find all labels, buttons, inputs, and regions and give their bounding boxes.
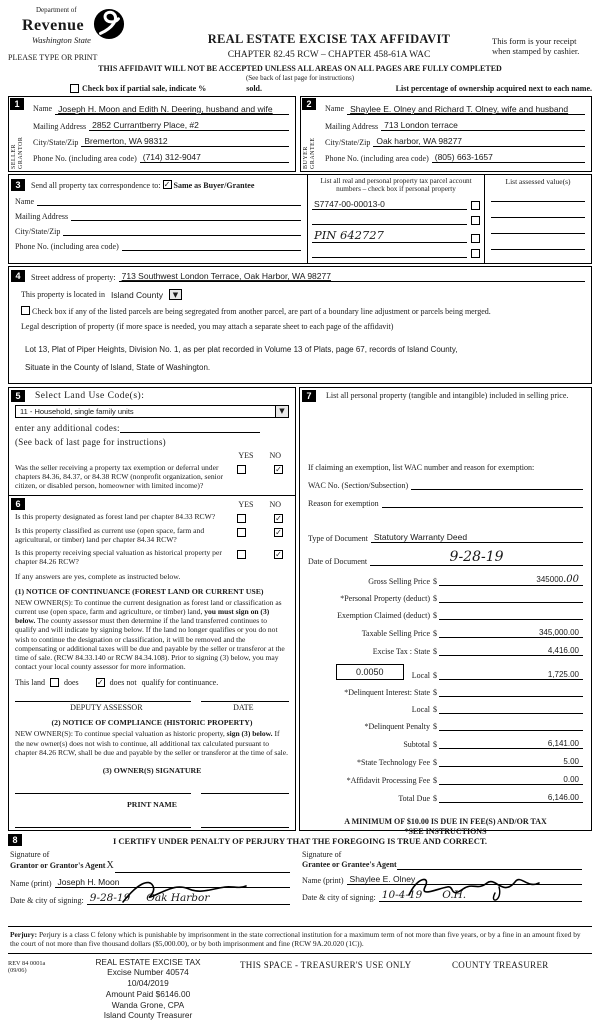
parcel-number-field-3[interactable]: PIN 642727 — [312, 228, 467, 243]
section1-badge: 1 — [10, 98, 24, 110]
dollar-sign: $ — [430, 611, 439, 620]
header — [8, 6, 592, 62]
additional-codes-field[interactable] — [120, 424, 260, 433]
grantee-name-print-field[interactable]: Shaylee E. Olney — [347, 874, 582, 885]
stamp-line-4: Amount Paid $6146.00 — [64, 989, 232, 1000]
grantee-date-handwritten: 10-4-19 — [382, 889, 423, 901]
owner-signature-line-1[interactable] — [15, 793, 191, 794]
same-as-buyer-label: Same as Buyer/Grantee — [174, 181, 255, 190]
seller-city-field[interactable]: Bremerton, WA 98312 — [81, 136, 289, 147]
delinquent-penalty-field[interactable] — [439, 722, 583, 731]
dept-of-revenue-logo — [8, 6, 166, 45]
notice1-text-b: you must sign on (3) below. — [15, 607, 269, 625]
certify-statement: I CERTIFY UNDER PENALTY OF PERJURY THAT THE FOREGOING IS TRUE AND CORRECT. — [8, 836, 592, 846]
partial-sale-label: Check box if partial sale, indicate % — [79, 84, 206, 93]
buyer-side-label-1: BUYER — [303, 113, 310, 169]
seller-side-label-1: SELLER — [11, 113, 18, 169]
grantee-date-city-label: Date & city of signing: — [302, 893, 379, 902]
seller-grantor-box — [8, 96, 296, 172]
yes-header: YES — [238, 451, 253, 460]
logo-name: Revenue — [22, 14, 78, 35]
grantee-sig-label-2: Grantee or Grantee's Agent — [302, 860, 397, 869]
section3-correspondence — [8, 174, 592, 264]
buyer-name-label: Name — [325, 104, 347, 113]
stamp-line-2: Excise Number 40574 — [64, 967, 232, 978]
corr-address-label: Mailing Address — [15, 212, 71, 221]
footer — [8, 954, 592, 1021]
parcel-number-field-1[interactable]: S7747-00-00013-0 — [312, 199, 467, 210]
parcel-number-field-4[interactable] — [312, 248, 467, 258]
excise-tax-local-field[interactable]: 1,725.00 — [439, 670, 583, 680]
no-header: NO — [269, 451, 281, 460]
assessed-value-field-2[interactable] — [491, 208, 585, 218]
corr-phone-field[interactable] — [122, 242, 301, 251]
historic-no-checkbox[interactable]: ✓ — [274, 550, 283, 559]
section4-badge: 4 — [11, 270, 25, 282]
excise-tax-state-label: Excise Tax : State — [308, 647, 430, 656]
grantor-name-print-label: Name (print) — [10, 879, 55, 888]
state-technology-fee-field[interactable]: 5.00 — [439, 757, 583, 767]
seller-address-label: Mailing Address — [33, 122, 89, 131]
forest-land-question: Is this property designated as forest land per chapter 84.33 RCW? — [15, 512, 237, 523]
dollar-sign: $ — [430, 740, 439, 749]
delinquent-interest-state-label: *Delinquent Interest: State — [308, 688, 430, 697]
please-type-or-print: PLEASE TYPE OR PRINT — [8, 53, 166, 62]
taxable-selling-price-label: Taxable Selling Price — [308, 629, 430, 638]
parcel-number-field-2[interactable] — [312, 215, 467, 225]
send-correspondence-label: Send all property tax correspondence to: — [27, 181, 161, 190]
delinquent-interest-local-label: Local — [308, 705, 430, 714]
header-center — [166, 6, 492, 62]
corr-city-label: City/State/Zip — [15, 227, 63, 236]
grantor-date-handwritten: 9-28-19 — [90, 892, 131, 904]
exemption-claimed-label: Exemption Claimed (deduct) — [308, 611, 430, 620]
print-name-title: PRINT NAME — [15, 800, 289, 809]
legal-description-label: Legal description of property (if more space is needed, you may attach a separate sheet to each page of the affidavit) — [21, 322, 585, 331]
dollar-sign: $ — [430, 688, 439, 697]
same-as-buyer-checkbox[interactable]: ✓ — [163, 180, 172, 189]
seller-address-field[interactable]: 2852 Currantberry Place, #2 — [89, 120, 289, 131]
grantee-signature-line[interactable] — [397, 869, 582, 870]
county-dropdown[interactable]: ▼ — [169, 289, 182, 300]
subtotal-field[interactable]: 6,141.00 — [439, 739, 583, 749]
buyer-side-label — [303, 113, 317, 169]
if-any-yes-note: If any answers are yes, complete as instructed below. — [15, 572, 289, 581]
section5-land-use — [8, 387, 296, 496]
parcel-personal-checkbox-1[interactable] — [471, 201, 480, 210]
seller-phone-label: Phone No. (including area code) — [33, 154, 140, 163]
see-instructions-note: *SEE INSTRUCTIONS — [308, 827, 583, 836]
type-of-document-label: Type of Document — [308, 534, 371, 543]
gross-cents-handwritten: .00 — [563, 574, 579, 585]
delinquent-interest-local-field[interactable] — [439, 705, 583, 714]
date-label: DATE — [198, 703, 289, 712]
sold-label: sold. — [246, 84, 262, 93]
logo-state: Washington State — [22, 35, 91, 45]
seller-phone-field[interactable]: (714) 312-9047 — [140, 152, 289, 163]
legal-line-1: Lot 13, Plat of Piper Heights, Division No. 1, as per plat recorded in Volume 13 of Plats, page 67, records of Island County, — [25, 345, 585, 354]
dollar-sign: $ — [430, 629, 439, 638]
parcel-numbers-header: List all real and personal property tax parcel account numbers – check box if personal property — [312, 177, 480, 194]
section6-badge: 6 — [11, 498, 25, 510]
section5-see-back: (See back of last page for instructions) — [15, 437, 289, 447]
grantee-city-handwritten: O.H. — [442, 889, 466, 901]
subtotal-label: Subtotal — [308, 740, 430, 749]
excise-tax-state-field[interactable]: 4,416.00 — [439, 646, 583, 656]
located-in-label: This property is located in — [21, 290, 105, 299]
delinquent-penalty-label: *Delinquent Penalty — [308, 722, 430, 731]
date-of-document-label: Date of Document — [308, 557, 370, 566]
section2-badge: 2 — [302, 98, 316, 110]
buyer-phone-label: Phone No. (including area code) — [325, 154, 432, 163]
legal-description-text — [25, 345, 585, 372]
seller-name-label: Name — [33, 104, 55, 113]
dollar-sign: $ — [430, 577, 439, 586]
does-not-label: does not — [110, 678, 137, 687]
county-treasurer-label: COUNTY TREASURER — [452, 957, 592, 1021]
affidavit-processing-fee-label: *Affidavit Processing Fee — [308, 776, 430, 785]
land-use-dropdown[interactable] — [15, 405, 289, 418]
owners-signature-title: (3) OWNER(S) SIGNATURE — [15, 766, 289, 775]
perjury-lead: Perjury: — [10, 930, 37, 939]
affidavit-processing-fee-field[interactable]: 0.00 — [439, 775, 583, 785]
logo-text — [22, 6, 91, 45]
type-of-document-field[interactable]: Statutory Warranty Deed — [371, 532, 583, 543]
notice1-paragraph — [15, 598, 289, 672]
notice1-title: (1) NOTICE OF CONTINUANCE (FOREST LAND OR CURRENT USE) — [15, 587, 289, 596]
print-name-line-2[interactable] — [201, 827, 289, 828]
section8-certification — [8, 834, 592, 922]
stamp-line-6: Island County Treasurer — [64, 1010, 232, 1021]
dollar-sign: $ — [430, 705, 439, 714]
forest-yes-checkbox[interactable] — [237, 514, 246, 523]
local-label: Local — [412, 671, 430, 680]
deputy-assessor-label: DEPUTY ASSESSOR — [15, 703, 198, 712]
grantor-date-city-label: Date & city of signing: — [10, 896, 87, 905]
dollar-sign: $ — [430, 647, 439, 656]
buyer-name-field[interactable]: Shaylee E. Olney and Richard T. Olney, wife and husband — [347, 104, 585, 115]
personal-property-deduct-label: *Personal Property (deduct) — [308, 594, 430, 603]
state-technology-fee-label: *State Technology Fee — [308, 758, 430, 767]
yes-header-6: YES — [238, 500, 253, 509]
assessed-values-header: List assessed value(s) — [491, 177, 585, 186]
revenue-swirl-icon — [93, 8, 125, 42]
grantee-signature-block — [300, 850, 592, 905]
seller-city-label: City/State/Zip — [33, 138, 81, 147]
deputy-assessor-signature-line[interactable] — [15, 701, 191, 702]
buyer-address-field[interactable]: 713 London terrace — [381, 120, 585, 131]
wac-no-field[interactable] — [411, 481, 583, 490]
gross-selling-price-label: Gross Selling Price — [308, 577, 430, 586]
section7-sale-details — [299, 387, 592, 831]
grantor-city-handwritten: Oak Harbor — [146, 892, 209, 904]
perjury-notice — [8, 926, 592, 954]
grantor-signature-line[interactable] — [115, 872, 290, 873]
mid-columns — [8, 387, 592, 831]
buyer-city-field[interactable]: Oak harbor, WA 98277 — [373, 136, 585, 147]
exemption-claimed-field[interactable] — [439, 611, 583, 620]
notice1-text-c: The county assessor must then determine if the land transferred continues to qualify and will indicate by signing below. If the land no longer qualifies or you do not wish to continue the designation or classification, it will be removed and the compensating or additional taxes will be due and payable by the seller or transferor at the time of sale. (RCW 84.33.140 or RCW 84.34.108). Prior to signing (3) below, you may contact your local county assessor for more information. — [15, 616, 285, 671]
exemption-note: If claiming an exemption, list WAC number and reason for exemption: — [308, 463, 583, 472]
assessed-value-field-4[interactable] — [491, 240, 585, 250]
dropdown-arrow-icon[interactable]: ▼ — [275, 406, 288, 417]
see-back-note: (See back of last page for instructions) — [8, 74, 592, 82]
total-due-field[interactable]: 6,146.00 — [439, 793, 583, 803]
notice2-text-b: sign (3) below. — [227, 729, 273, 738]
seller-name-field[interactable]: Joseph H. Moon and Edith N. Deering, husband and wife — [55, 104, 289, 115]
form-rev-number: REV 84 0001a (09/06) — [8, 957, 64, 1021]
notice2-text-a: NEW OWNER(S): To continue special valuation as historic property, — [15, 729, 227, 738]
party-row — [8, 96, 592, 172]
additional-codes-label: enter any additional codes: — [15, 423, 120, 433]
parcel-personal-checkbox-4[interactable] — [471, 249, 480, 258]
does-not-checkbox[interactable]: ✓ — [96, 678, 105, 687]
grantee-sig-label-1: Signature of — [302, 850, 341, 859]
does-label: does — [64, 678, 79, 687]
total-due-label: Total Due — [308, 794, 430, 803]
stamp-line-5: Wanda Grone, CPA — [64, 1000, 232, 1011]
assessed-value-field-1[interactable] — [491, 192, 585, 202]
dollar-sign: $ — [430, 722, 439, 731]
exemption-question: Was the seller receiving a property tax exemption or deferral under chapters 84.36, 84.37, or 84.38 RCW (nonprofit organization, senior citizen, or disabled person, homeowner with limited income)? — [15, 463, 237, 490]
owner-signature-line-2[interactable] — [201, 793, 289, 794]
parcel-numbers-column — [307, 175, 485, 263]
grantee-name-print-label: Name (print) — [302, 876, 347, 885]
seller-side-label — [11, 113, 25, 169]
assessed-values-column — [485, 175, 591, 263]
grantee-signature-scribble — [403, 873, 543, 877]
corr-name-label: Name — [15, 197, 37, 206]
buyer-address-label: Mailing Address — [325, 122, 381, 131]
stamp-line-1: REAL ESTATE EXCISE TAX — [64, 957, 232, 968]
assessed-value-field-3[interactable] — [491, 224, 585, 234]
section6-classification — [8, 495, 296, 831]
segregated-label: Check box if any of the listed parcels are being segregated from another parcel, are part of a boundary line adjustment or parcels being merged. — [32, 307, 491, 316]
reason-exemption-label: Reason for exemption — [308, 499, 382, 508]
grantor-x-mark: X — [105, 860, 114, 871]
form-chapter: CHAPTER 82.45 RCW – CHAPTER 458-61A WAC — [166, 50, 492, 60]
dollar-sign: $ — [430, 758, 439, 767]
no-header-6: NO — [269, 500, 281, 509]
form-title: REAL ESTATE EXCISE TAX AFFIDAVIT — [166, 32, 492, 47]
land-use-title: Select Land Use Code(s): — [35, 391, 289, 401]
historic-question: Is this property receiving special valuation as historical property per chapter 84.26 RCW? — [15, 548, 237, 566]
stamp-line-3: 10/04/2019 — [64, 978, 232, 989]
section5-badge: 5 — [11, 390, 25, 402]
segregated-checkbox[interactable] — [21, 306, 30, 315]
parcel-personal-checkbox-2[interactable] — [471, 216, 480, 225]
corr-address-field[interactable] — [71, 212, 301, 221]
assessor-date-line[interactable] — [201, 701, 289, 702]
section8-badge: 8 — [8, 834, 22, 846]
notice1-text-a: NEW OWNER(S): To continue the current designation as forest land or classification as current use (open space, farm and agriculture, or timber) land, — [15, 598, 282, 616]
buyer-side-label-2: GRANTEE — [310, 113, 317, 169]
partial-sale-checkbox[interactable] — [70, 84, 79, 93]
delinquent-interest-state-field[interactable] — [439, 688, 583, 697]
exemption-no-checkbox[interactable]: ✓ — [274, 465, 283, 474]
grantor-name-print-field[interactable]: Joseph H. Moon — [55, 877, 290, 888]
does-checkbox[interactable] — [50, 678, 59, 687]
date-of-document-field[interactable]: 9-28-19 — [370, 549, 583, 566]
qualify-label: qualify for continuance. — [142, 678, 219, 687]
logo-dept: Department of — [22, 6, 91, 14]
current-use-no-checkbox[interactable]: ✓ — [274, 528, 283, 537]
corr-city-field[interactable] — [63, 227, 301, 236]
grantor-signature-block — [8, 850, 300, 905]
perjury-text: Perjury is a class C felony which is punishable by imprisonment in the state correctional institution for a maximum term of not more than five years, or by a fine in an amount fixed by the court of not more than five thousand dollars ($5,000.00), or by both imprisonment and fine (RCW 9A.20.020 (1C)). — [10, 930, 581, 948]
receipt-note: This form is your receipt when stamped by cashier. — [492, 6, 592, 62]
gross-selling-price-field[interactable] — [439, 574, 583, 586]
current-use-yes-checkbox[interactable] — [237, 528, 246, 537]
current-use-question: Is this property classified as current use (open space, farm and agricultural, or timber) land per chapter 84.34 RCW? — [15, 526, 237, 544]
grantee-sig-labels — [302, 850, 397, 870]
reason-exemption-field[interactable] — [382, 499, 583, 508]
local-rate-box: 0.0050 — [336, 664, 404, 680]
grantor-sig-labels — [10, 850, 115, 873]
seller-side-label-2: GRANTOR — [18, 113, 25, 169]
dollar-sign: $ — [430, 776, 439, 785]
grantor-sig-label-2: Grantor or Grantor's Agent — [10, 861, 105, 870]
wac-no-label: WAC No. (Section/Subsection) — [308, 481, 411, 490]
print-name-line-1[interactable] — [15, 827, 191, 828]
corr-name-field[interactable] — [37, 197, 301, 206]
acceptance-warning: THIS AFFIDAVIT WILL NOT BE ACCEPTED UNLESS ALL AREAS ON ALL PAGES ARE FULLY COMPLETED — [8, 64, 592, 73]
notice2-title: (2) NOTICE OF COMPLIANCE (HISTORIC PROPERTY) — [15, 718, 289, 727]
county-value: Island County — [111, 290, 163, 300]
land-use-value: 11 - Household, single family units — [16, 407, 275, 416]
gross-printed: 345000 — [536, 575, 563, 584]
forest-no-checkbox[interactable]: ✓ — [274, 514, 283, 523]
legal-line-2: Situate in the County of Island, State of Washington. — [25, 363, 585, 372]
dollar-sign: $ — [430, 794, 439, 803]
ownership-label: List percentage of ownership acquired next to each name. — [396, 84, 592, 93]
exemption-yes-checkbox[interactable] — [237, 465, 246, 474]
correspondence-column — [9, 175, 307, 263]
taxable-selling-price-field[interactable]: 345,000.00 — [439, 628, 583, 638]
street-address-field[interactable]: 713 Southwest London Terrace, Oak Harbor, WA 98277 — [119, 271, 585, 282]
partial-sale-row — [8, 84, 592, 93]
corr-phone-label: Phone No. (including area code) — [15, 242, 122, 251]
left-column — [8, 387, 296, 831]
personal-property-note: List all personal property (tangible and intangible) included in selling price. — [326, 391, 583, 401]
section7-badge: 7 — [302, 390, 316, 402]
section3-badge: 3 — [11, 179, 25, 191]
buyer-grantee-box — [300, 96, 592, 172]
historic-yes-checkbox[interactable] — [237, 550, 246, 559]
notice2-paragraph — [15, 729, 289, 757]
minimum-fee-note: A MINIMUM OF $10.00 IS DUE IN FEE(S) AND/OR TAX — [308, 817, 583, 826]
buyer-phone-field[interactable]: (805) 663-1657 — [432, 152, 585, 163]
dollar-sign: $ — [430, 594, 439, 603]
grantor-sig-label-1: Signature of — [10, 850, 49, 859]
header-left — [8, 6, 166, 62]
treasurer-stamp — [64, 957, 232, 1021]
parcel-personal-checkbox-3[interactable] — [471, 234, 480, 243]
buyer-city-label: City/State/Zip — [325, 138, 373, 147]
notice2-text-c: If the new owner(s) does not wish to continue, all additional tax calculated pursuant to chapter 84.26 RCW, shall be due and payable by the seller or transferor at the time of sale. — [15, 729, 288, 756]
dollar-sign: $ — [430, 671, 439, 680]
street-address-label: Street address of property: — [31, 273, 119, 282]
section4-property — [8, 266, 592, 384]
this-land-label: This land — [15, 678, 45, 687]
treasurer-use-only-label: THIS SPACE - TREASURER'S USE ONLY — [232, 957, 452, 1021]
personal-property-deduct-field[interactable] — [439, 594, 583, 603]
